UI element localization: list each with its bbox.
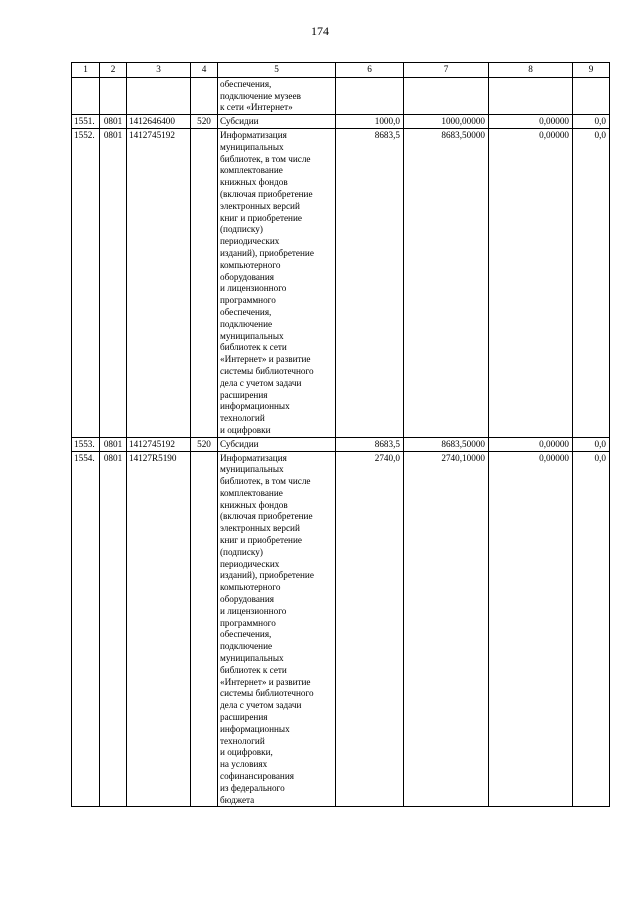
column-header: 1 bbox=[72, 63, 100, 78]
target-article-cell bbox=[127, 77, 191, 114]
item-name-cell: обеспечения, подключение музеев к сети «Интернет» bbox=[218, 77, 336, 114]
item-name-cell: Субсидии bbox=[218, 437, 336, 451]
value-col9-cell: 0,0 bbox=[573, 437, 610, 451]
table-row bbox=[72, 115, 610, 129]
target-article-cell: 1412745192 bbox=[127, 437, 191, 451]
item-name-cell: Субсидии bbox=[218, 115, 336, 129]
target-article-cell: 1412745192 bbox=[127, 128, 191, 437]
row-number-cell: 1553. bbox=[72, 437, 100, 451]
value-col7-cell bbox=[404, 77, 489, 114]
section-code-cell: 0801 bbox=[100, 128, 127, 437]
column-header: 9 bbox=[573, 63, 610, 78]
value-col7-cell: 2740,10000 bbox=[404, 451, 489, 807]
value-col8-cell: 0,00000 bbox=[489, 451, 573, 807]
section-code-cell: 0801 bbox=[100, 451, 127, 807]
column-header: 6 bbox=[336, 63, 404, 78]
row-number-cell: 1554. bbox=[72, 451, 100, 807]
column-header: 5 bbox=[218, 63, 336, 78]
column-header: 4 bbox=[191, 63, 218, 78]
value-col6-cell: 8683,5 bbox=[336, 128, 404, 437]
table-row bbox=[72, 451, 610, 807]
expense-type-cell: 520 bbox=[191, 437, 218, 451]
row-number-cell: 1551. bbox=[72, 115, 100, 129]
value-col9-cell: 0,0 bbox=[573, 115, 610, 129]
table-row bbox=[72, 77, 610, 114]
expense-type-cell bbox=[191, 128, 218, 437]
section-code-cell: 0801 bbox=[100, 437, 127, 451]
expense-type-cell bbox=[191, 77, 218, 114]
value-col8-cell: 0,00000 bbox=[489, 115, 573, 129]
value-col6-cell bbox=[336, 77, 404, 114]
value-col7-cell: 1000,00000 bbox=[404, 115, 489, 129]
value-col9-cell: 0,0 bbox=[573, 128, 610, 437]
section-code-cell: 0801 bbox=[100, 115, 127, 129]
value-col6-cell: 8683,5 bbox=[336, 437, 404, 451]
budget-table bbox=[71, 62, 610, 807]
target-article-cell: 14127R5190 bbox=[127, 451, 191, 807]
table-row bbox=[72, 437, 610, 451]
item-name-cell: Информатизация муниципальных библиотек, в том числе комплектование книжных фондов (включая приобретение электронных версий книг и приобретение (подписку) периодических изданий), приобретение компьютерного оборудования и лицензионного программного обеспечения, подключение муниципальных библиотек к сети «Интернет» и развитие системы библиотечного дела с учетом задачи расширения информационных технологий и оцифровки, на условиях софинансирования из федерального бюджета bbox=[218, 451, 336, 807]
page-number: 174 bbox=[311, 24, 329, 38]
column-header: 3 bbox=[127, 63, 191, 78]
value-col7-cell: 8683,50000 bbox=[404, 128, 489, 437]
header-row bbox=[72, 63, 610, 78]
value-col7-cell: 8683,50000 bbox=[404, 437, 489, 451]
column-header: 7 bbox=[404, 63, 489, 78]
value-col8-cell: 0,00000 bbox=[489, 437, 573, 451]
column-header: 8 bbox=[489, 63, 573, 78]
value-col6-cell: 1000,0 bbox=[336, 115, 404, 129]
value-col9-cell bbox=[573, 77, 610, 114]
value-col8-cell: 0,00000 bbox=[489, 128, 573, 437]
table-row bbox=[72, 128, 610, 437]
expense-type-cell bbox=[191, 451, 218, 807]
item-name-cell: Информатизация муниципальных библиотек, в том числе комплектование книжных фондов (включая приобретение электронных версий книг и приобретение (подписку) периодических изданий), приобретение компьютерного оборудования и лицензионного программного обеспечения, подключение муниципальных библиотек к сети «Интернет» и развитие системы библиотечного дела с учетом задачи расширения информационных технологий и оцифровки bbox=[218, 128, 336, 437]
target-article-cell: 1412646400 bbox=[127, 115, 191, 129]
value-col8-cell bbox=[489, 77, 573, 114]
column-header: 2 bbox=[100, 63, 127, 78]
value-col6-cell: 2740,0 bbox=[336, 451, 404, 807]
row-number-cell bbox=[72, 77, 100, 114]
section-code-cell bbox=[100, 77, 127, 114]
row-number-cell: 1552. bbox=[72, 128, 100, 437]
value-col9-cell: 0,0 bbox=[573, 451, 610, 807]
expense-type-cell: 520 bbox=[191, 115, 218, 129]
